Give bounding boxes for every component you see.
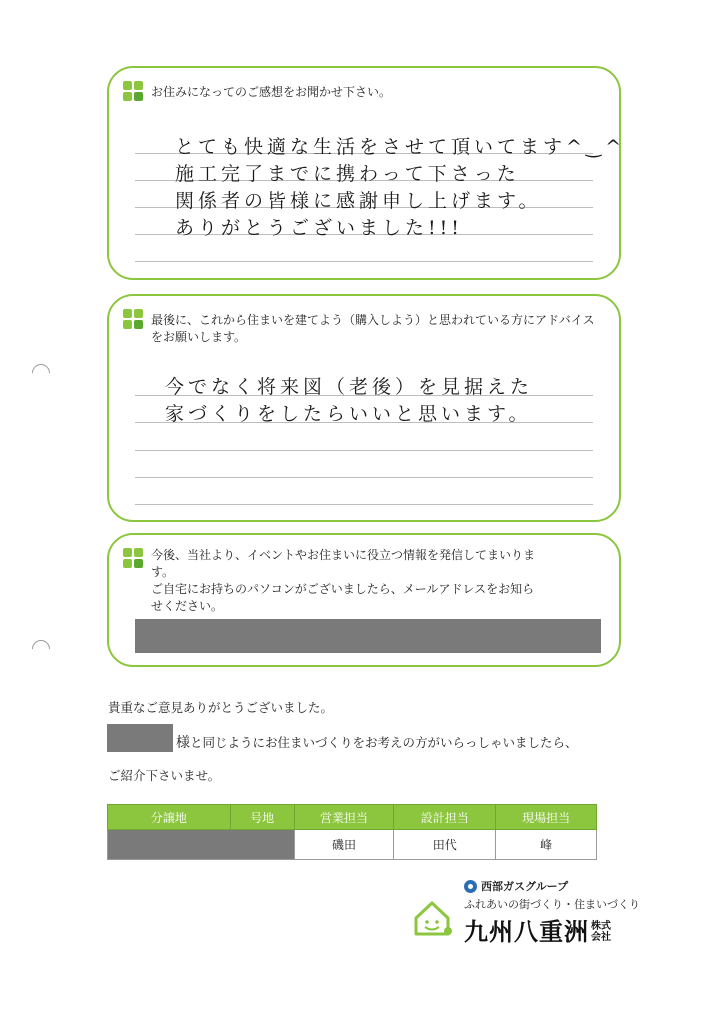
clover-icon bbox=[123, 81, 145, 103]
table-row bbox=[108, 830, 597, 860]
email-redaction bbox=[135, 619, 601, 653]
site-redaction bbox=[108, 830, 295, 860]
header-cell: 号地 bbox=[230, 805, 294, 830]
staff-table bbox=[107, 804, 597, 860]
site-staff: 峰 bbox=[496, 830, 597, 860]
answer-lines bbox=[135, 132, 626, 272]
header-cell: 分譲地 bbox=[108, 805, 231, 830]
impressions-box bbox=[107, 66, 626, 280]
question-text: お住みになってのご感想をお聞かせ下さい。 bbox=[151, 85, 392, 99]
design-staff: 田代 bbox=[394, 830, 496, 860]
referral-text: 様と同じようにお住まいづくりをお考えの方がいらっしゃいましたら、 bbox=[176, 735, 578, 751]
answer-line: 今でなく将来図（老後）を見据えた bbox=[165, 376, 534, 398]
header-cell: 設計担当 bbox=[394, 805, 496, 830]
answer-line: ありがとうございました!!! bbox=[175, 217, 463, 239]
house-icon bbox=[412, 898, 452, 938]
question-text: 最後に、これから住まいを建てよう（購入しよう）と思われている方にアドバイスをお願いします。 bbox=[151, 313, 595, 344]
answer-line: 家づくりをしたらいいと思います。 bbox=[165, 403, 532, 425]
answer-lines bbox=[135, 370, 593, 510]
header-cell: 現場担当 bbox=[496, 805, 597, 830]
answer-line: 施工完了までに携わって下さった bbox=[175, 163, 520, 185]
answer-line: とても快適な生活をさせて頂いてます^‿^ bbox=[175, 136, 626, 158]
header-cell: 営業担当 bbox=[294, 805, 394, 830]
group-name: 西部ガスグループ bbox=[464, 878, 568, 894]
question-text: 今後、当社より、イベントやお住まいに役立つ情報を発信してまいりま す。 ご自宅にお持ちのパソコンがございましたら、メールアドレスをお知ら せください。 bbox=[151, 548, 536, 613]
company-logo bbox=[412, 878, 642, 948]
advice-box bbox=[107, 294, 621, 522]
table-header-row bbox=[108, 805, 597, 830]
mail-question bbox=[123, 547, 605, 615]
group-mark-icon bbox=[464, 880, 477, 893]
impressions-question bbox=[123, 80, 605, 103]
clover-icon bbox=[123, 548, 145, 570]
clover-icon bbox=[123, 309, 145, 331]
honorific: 様 bbox=[176, 735, 190, 751]
mail-box bbox=[107, 533, 621, 667]
answer-line: 関係者の皆様に感謝申し上げます。 bbox=[175, 190, 542, 212]
thanks-text: 貴重なご意見ありがとうございました。 bbox=[108, 700, 334, 715]
company-name: 九州八重洲 株式会社 bbox=[464, 918, 611, 946]
punch-hole-bottom bbox=[28, 636, 53, 661]
punch-hole-top bbox=[28, 360, 53, 385]
sales-staff: 磯田 bbox=[294, 830, 394, 860]
advice-question bbox=[123, 308, 605, 346]
referral-end-text: ご紹介下さいませ。 bbox=[108, 768, 221, 783]
slogan: ふれあいの街づくり・住まいづくり bbox=[464, 898, 640, 911]
name-redaction bbox=[107, 724, 173, 752]
